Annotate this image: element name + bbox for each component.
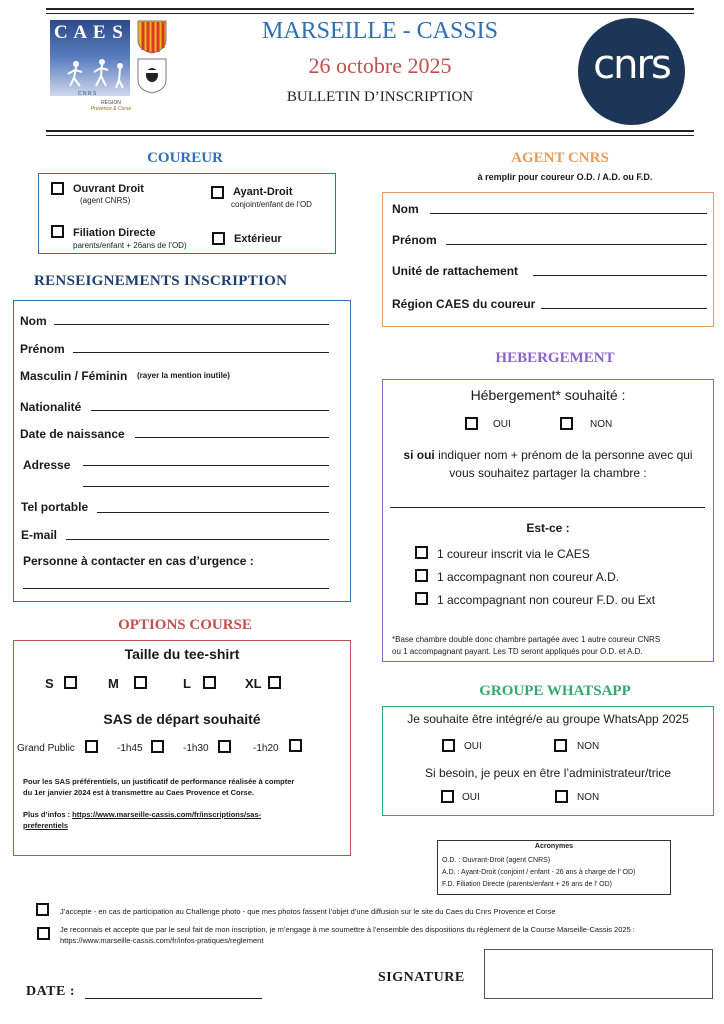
size-l-label: L	[183, 676, 191, 691]
estce-label: Est-ce :	[526, 521, 570, 535]
agent-prenom-field[interactable]	[446, 244, 707, 245]
filiation-directe-sub: parents/enfant + 26ans de l’OD)	[73, 241, 187, 250]
filiation-directe-label: Filiation Directe	[73, 227, 156, 239]
ayant-droit-label: Ayant-Droit	[233, 186, 293, 198]
checkbox-exterieur[interactable]	[212, 232, 225, 245]
checkbox-whatsapp-oui[interactable]	[442, 739, 455, 752]
consent-reglement-link[interactable]: https://www.marseille-cassis.com/fr/infos-pratiques/reglement	[60, 936, 264, 945]
checkbox-whatsapp-non[interactable]	[554, 739, 567, 752]
date-label: DATE :	[26, 984, 76, 999]
adresse-field-1[interactable]	[83, 465, 329, 466]
cnrs-logo-text: cnrs	[593, 42, 670, 88]
agent-region-label: Région CAES du coureur	[392, 297, 536, 311]
checkbox-sas-grand-public[interactable]	[85, 740, 98, 753]
acronymes-title: Acronymes	[534, 843, 574, 850]
size-s-label: S	[45, 676, 54, 691]
nom-field[interactable]	[54, 324, 329, 325]
naissance-field[interactable]	[135, 437, 329, 438]
whatsapp-heading: GROUPE WHATSAPP	[479, 683, 631, 699]
caes-logo-text: C A E S	[54, 22, 124, 43]
cnrs-logo	[578, 18, 685, 125]
agent-note: à remplir pour coureur O.D. / A.D. ou F.D.	[477, 172, 653, 182]
checkbox-size-m[interactable]	[134, 676, 147, 689]
checkbox-choix-coureur[interactable]	[415, 546, 428, 559]
acronyme-od: O.D. : Ouvrant-Droit (agent CNRS)	[442, 857, 551, 864]
size-xl-label: XL	[245, 676, 262, 691]
sas-title: SAS de départ souhaité	[103, 711, 261, 727]
checkbox-hebergement-oui[interactable]	[465, 417, 478, 430]
agent-unite-label: Unité de rattachement	[392, 264, 519, 278]
header-rule-bottom-thin	[46, 135, 694, 136]
admin-oui-label: OUI	[462, 792, 480, 803]
hebergement-non-label: NON	[590, 419, 613, 430]
checkbox-size-l[interactable]	[203, 676, 216, 689]
runners-illustration	[56, 56, 128, 92]
si-oui-rest: indiquer nom + prénom de la personne avec qui	[434, 448, 693, 462]
event-date: 26 octobre 2025	[308, 53, 452, 78]
naissance-label: Date de naissance	[20, 427, 125, 441]
urgence-field[interactable]	[23, 588, 329, 589]
coureur-heading: COUREUR	[147, 150, 223, 166]
prenom-field[interactable]	[73, 352, 329, 353]
sas-infos-link-2[interactable]: preferentiels	[23, 821, 69, 830]
caes-region-label: RÉGION	[101, 100, 121, 106]
hebergement-oui-label: OUI	[493, 419, 511, 430]
tel-label: Tel portable	[21, 500, 89, 514]
whatsapp-q1: Je souhaite être intégré/e au groupe WhatsApp 2025	[407, 712, 689, 726]
sexe-note: (rayer la mention inutile)	[137, 371, 230, 380]
choix-ad-label: 1 accompagnant non coureur A.D.	[437, 570, 620, 584]
checkbox-filiation-directe[interactable]	[51, 225, 64, 238]
checkbox-sas-1h20[interactable]	[289, 739, 302, 752]
exterieur-label: Extérieur	[234, 233, 282, 245]
header-rule-top	[46, 8, 694, 10]
consent-reglement-text-1: Je reconnais et accepte que par le seul fait de mon inscription, je m’engage à me soumettre à l’ensemble des dispositions du règlement de la Course Marseille-Cassis 2025 :	[60, 925, 635, 934]
form-subtitle: BULLETIN D’INSCRIPTION	[286, 89, 474, 105]
agent-nom-field[interactable]	[430, 213, 707, 214]
agent-nom-label: Nom	[392, 202, 419, 216]
sexe-label: Masculin / Féminin	[20, 369, 128, 383]
checkbox-size-xl[interactable]	[268, 676, 281, 689]
choix-coureur-label: 1 coureur inscrit via le CAES	[437, 547, 590, 561]
email-field[interactable]	[66, 539, 329, 540]
agent-prenom-label: Prénom	[392, 233, 437, 247]
ayant-droit-sub: conjoint/enfant de l’OD	[231, 200, 312, 209]
sas-note-1: Pour les SAS préférentiels, un justificatif de performance réalisée à compter	[23, 777, 295, 786]
hebergement-footnote-2: ou 1 accompagnant payant. Les TD seront appliqués pour O.D. et A.D.	[392, 647, 643, 656]
whatsapp-oui-label: OUI	[464, 741, 482, 752]
caes-logo-sub: C N R S	[78, 91, 97, 97]
hebergement-heading: HEBERGEMENT	[495, 350, 615, 366]
date-field[interactable]	[85, 998, 262, 999]
urgence-label: Personne à contacter en cas d’urgence :	[23, 554, 254, 568]
sas-infos-label: Plus d’infos :	[23, 810, 73, 819]
whatsapp-q2: Si besoin, je peux en être l’administrateur/trice	[424, 766, 672, 780]
email-label: E-mail	[21, 528, 58, 542]
sas-1h30-label: -1h30	[183, 743, 209, 754]
nom-label: Nom	[20, 314, 47, 328]
checkbox-hebergement-non[interactable]	[560, 417, 573, 430]
sas-infos	[23, 810, 261, 819]
ouvrant-droit-sub: (agent CNRS)	[80, 196, 131, 205]
page-title: MARSEILLE - CASSIS	[261, 18, 499, 44]
corsica-flag-icon	[137, 58, 167, 94]
checkbox-admin-oui[interactable]	[441, 790, 454, 803]
inscription-heading: RENSEIGNEMENTS INSCRIPTION	[34, 273, 288, 289]
tel-field[interactable]	[97, 512, 329, 513]
prenom-label: Prénom	[20, 342, 65, 356]
checkbox-sas-1h30[interactable]	[218, 740, 231, 753]
checkbox-sas-1h45[interactable]	[151, 740, 164, 753]
acronyme-fd: F.D. Filiation Directe (parents/enfant + 26 ans de l’ OD)	[442, 881, 612, 888]
choix-fd-label: 1 accompagnant non coureur F.D. ou Ext	[437, 593, 656, 607]
checkbox-consent-photo[interactable]	[36, 903, 49, 916]
consent-photo-text: J’accepte - en cas de participation au Challenge photo - que mes photos fassent l’objet d’une diffusion sur le site du Caes du Cnrs Provence et Corse	[60, 907, 556, 916]
checkbox-ayant-droit[interactable]	[211, 186, 224, 199]
sas-1h45-label: -1h45	[117, 743, 143, 754]
hebergement-question: Hébergement* souhaité :	[470, 387, 626, 403]
options-heading: OPTIONS COURSE	[118, 617, 252, 633]
checkbox-consent-reglement[interactable]	[37, 927, 50, 940]
checkbox-choix-ad[interactable]	[415, 569, 428, 582]
admin-non-label: NON	[577, 792, 600, 803]
checkbox-ouvrant-droit[interactable]	[51, 182, 64, 195]
signature-box[interactable]	[484, 949, 713, 999]
si-oui-bold: si oui	[403, 448, 435, 462]
provence-flag-icon	[137, 20, 167, 54]
sas-1h20-label: -1h20	[253, 743, 279, 754]
sas-note-2: du 1er janvier 2024 est à transmettre au Caes Provence et Corse.	[23, 788, 254, 797]
checkbox-choix-fd[interactable]	[415, 592, 428, 605]
agent-heading: AGENT CNRS	[511, 150, 609, 166]
signature-label: SIGNATURE	[378, 970, 465, 985]
sas-infos-link[interactable]: https://www.marseille-cassis.com/fr/inscriptions/sas-	[72, 810, 262, 819]
caes-logo	[50, 20, 130, 96]
adresse-field-2[interactable]	[83, 486, 329, 487]
header-rule-top-thin	[46, 13, 694, 14]
adresse-label: Adresse	[23, 458, 71, 472]
caes-region-name: Provence & Corse	[90, 106, 132, 112]
sas-grand-public-label: Grand Public	[17, 743, 75, 754]
caes-region	[66, 100, 156, 112]
size-m-label: M	[108, 676, 119, 691]
nationalite-label: Nationalité	[20, 400, 82, 414]
nationalite-field[interactable]	[91, 410, 329, 411]
agent-region-field[interactable]	[541, 308, 707, 309]
si-oui-line2: vous souhaitez partager la chambre :	[449, 466, 647, 480]
checkbox-admin-non[interactable]	[555, 790, 568, 803]
agent-unite-field[interactable]	[533, 275, 707, 276]
hebergement-footnote-1: *Base chambre double donc chambre partagée avec 1 autre coureur CNRS	[392, 635, 661, 644]
checkbox-size-s[interactable]	[64, 676, 77, 689]
whatsapp-non-label: NON	[577, 741, 600, 752]
si-oui-text	[382, 446, 714, 482]
ouvrant-droit-label: Ouvrant Droit	[73, 183, 144, 195]
partage-chambre-field[interactable]	[390, 507, 705, 508]
header-rule-bottom	[46, 130, 694, 132]
acronyme-ad: A.D. : Ayant-Droit (conjoint / enfant - 26 ans à charge de l’ OD)	[442, 869, 636, 876]
tshirt-title: Taille du tee-shirt	[124, 646, 240, 662]
